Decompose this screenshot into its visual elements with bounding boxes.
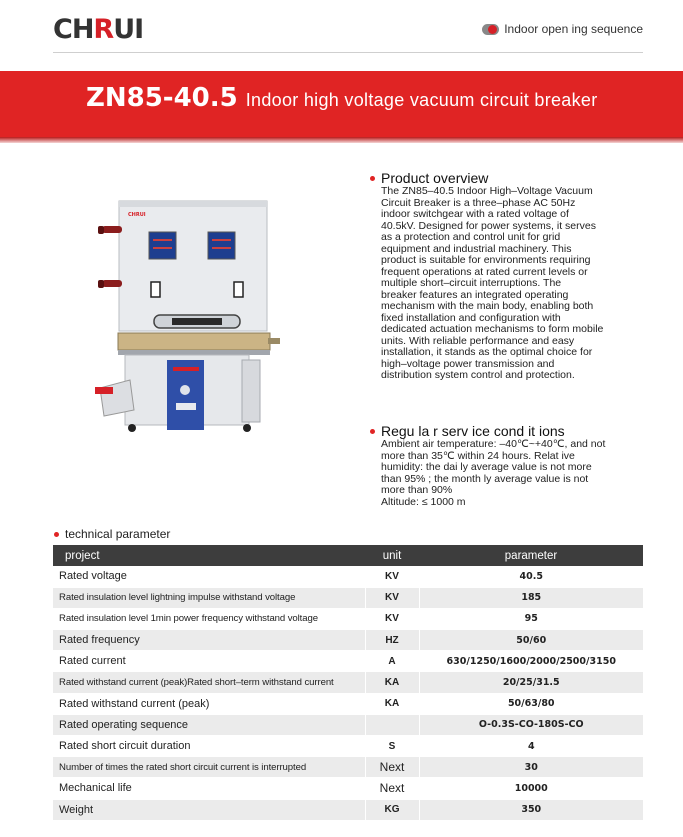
param-value: 630/1250/1600/2000/2500/3150 bbox=[419, 651, 643, 672]
param-value: 10000 bbox=[419, 778, 643, 799]
table-row bbox=[53, 778, 643, 799]
param-value: 40.5 bbox=[419, 566, 643, 587]
overview-line: as a protection and control unit for grid bbox=[381, 231, 561, 243]
table-row bbox=[53, 608, 643, 629]
table-row bbox=[53, 799, 643, 820]
col-parameter: parameter bbox=[419, 545, 643, 566]
param-value: 350 bbox=[419, 799, 643, 820]
param-value: 95 bbox=[419, 608, 643, 629]
param-project: Rated operating sequence bbox=[53, 714, 365, 735]
overview-line: indoor switchgear with a rated voltage of bbox=[381, 208, 569, 220]
param-project: Weight bbox=[53, 799, 365, 820]
overview-line: equipment and industrial machinery. This bbox=[381, 242, 572, 255]
param-unit: S bbox=[365, 736, 419, 757]
params-heading-text: technical parameter bbox=[65, 527, 171, 541]
toggle-icon bbox=[482, 24, 499, 35]
overview-line: multiple short–circuit interruptions. The bbox=[381, 277, 562, 289]
col-unit: unit bbox=[365, 545, 419, 566]
logo-prefix: CH bbox=[53, 14, 94, 45]
overview-text bbox=[381, 186, 603, 382]
param-unit: Next bbox=[365, 757, 419, 778]
overview-line: product is suitable for environments requiring bbox=[381, 254, 591, 266]
overview-line: distribution system control and protection. bbox=[381, 369, 575, 381]
logo-suffix: UI bbox=[113, 14, 144, 45]
col-project: project bbox=[53, 545, 365, 566]
overview-line: Circuit Breaker is a three–phase AC 50Hz bbox=[381, 196, 576, 209]
param-project: Rated withstand current (peak) bbox=[53, 693, 365, 714]
model-number: ZN85-40.5 bbox=[86, 83, 238, 113]
param-project: Rated short circuit duration bbox=[53, 736, 365, 757]
param-value: 20/25/31.5 bbox=[419, 672, 643, 693]
product-description: Indoor high voltage vacuum circuit breaker bbox=[245, 90, 598, 110]
param-project: Rated insulation level 1min power frequency withstand voltage bbox=[53, 608, 365, 629]
table-row bbox=[53, 587, 643, 608]
param-unit bbox=[365, 714, 419, 735]
service-line: humidity: the dai ly average value is not more bbox=[381, 461, 592, 473]
service-line: Ambient air temperature: –40℃~+40℃, and not bbox=[381, 438, 606, 450]
header-tagline bbox=[482, 22, 643, 36]
table-row bbox=[53, 693, 643, 714]
overview-line: dedicated actuation mechanisms to form mobile bbox=[381, 323, 604, 335]
param-project: Rated insulation level lightning impulse withstand voltage bbox=[53, 587, 365, 608]
service-line: Altitude: ≤ 1000 m bbox=[381, 495, 466, 508]
table-row bbox=[53, 757, 643, 778]
table-row bbox=[53, 714, 643, 735]
param-unit: A bbox=[365, 651, 419, 672]
param-project: Mechanical life bbox=[53, 778, 365, 799]
service-line: more than 35℃ within 24 hours. Relat ive bbox=[381, 449, 575, 462]
param-unit: HZ bbox=[365, 630, 419, 651]
param-unit: Next bbox=[365, 778, 419, 799]
overview-heading bbox=[370, 170, 488, 186]
bullet-icon bbox=[370, 429, 375, 434]
image-brand-label: CHRUI bbox=[128, 212, 146, 218]
param-unit: KA bbox=[365, 672, 419, 693]
banner-title bbox=[86, 83, 598, 113]
table-header-row bbox=[53, 545, 643, 566]
overview-line: 40.5kV. Designed for power systems, it serves bbox=[381, 219, 596, 232]
param-unit: KV bbox=[365, 566, 419, 587]
bullet-icon bbox=[54, 532, 59, 537]
table-row bbox=[53, 736, 643, 757]
service-heading bbox=[370, 423, 565, 439]
table-row bbox=[53, 672, 643, 693]
parameter-table bbox=[53, 545, 643, 821]
service-heading-text: Regu la r serv ice cond it ions bbox=[381, 423, 565, 439]
overview-line: high–voltage power transmission and bbox=[381, 357, 555, 370]
param-project: Rated voltage bbox=[53, 566, 365, 587]
param-project: Rated current bbox=[53, 651, 365, 672]
param-unit: KA bbox=[365, 693, 419, 714]
overview-line: The ZN85–40.5 Indoor High–Voltage Vacuum bbox=[381, 185, 593, 197]
param-unit: KG bbox=[365, 799, 419, 820]
tagline-text: Indoor open ing sequence bbox=[504, 22, 643, 36]
param-project: Number of times the rated short circuit current is interrupted bbox=[53, 757, 365, 778]
service-line: than 95% ; the month ly average value is not bbox=[381, 472, 589, 485]
banner-shadow bbox=[0, 137, 683, 143]
brand-logo bbox=[53, 14, 143, 45]
header-divider bbox=[53, 52, 643, 53]
table-row bbox=[53, 630, 643, 651]
params-heading bbox=[54, 527, 170, 541]
param-value: O-0.3S-CO-180S-CO bbox=[419, 714, 643, 735]
param-value: 50/60 bbox=[419, 630, 643, 651]
param-project: Rated withstand current (peak)Rated short–term withstand current bbox=[53, 672, 365, 693]
overview-heading-text: Product overview bbox=[381, 170, 489, 186]
overview-line: frequent operations at rated current levels or bbox=[381, 265, 588, 278]
param-value: 30 bbox=[419, 757, 643, 778]
param-value: 50/63/80 bbox=[419, 693, 643, 714]
table-row bbox=[53, 651, 643, 672]
param-unit: KV bbox=[365, 587, 419, 608]
param-project: Rated frequency bbox=[53, 630, 365, 651]
bullet-icon bbox=[370, 176, 375, 181]
overview-line: fixed installation and configuration with bbox=[381, 311, 561, 324]
overview-line: installation, it stands as the optimal choice for bbox=[381, 346, 593, 358]
circuit-breaker-image bbox=[92, 190, 332, 440]
overview-line: breaker features an integrated operating bbox=[381, 288, 569, 301]
service-line: more than 90% bbox=[381, 484, 453, 496]
logo-accent: R bbox=[93, 14, 114, 45]
overview-line: units. With reliable performance and easy bbox=[381, 334, 575, 347]
param-value: 4 bbox=[419, 736, 643, 757]
param-unit: KV bbox=[365, 608, 419, 629]
table-row bbox=[53, 566, 643, 587]
overview-line: mechanism with the main body, enabling both bbox=[381, 300, 594, 312]
param-value: 185 bbox=[419, 587, 643, 608]
service-text bbox=[381, 439, 605, 508]
